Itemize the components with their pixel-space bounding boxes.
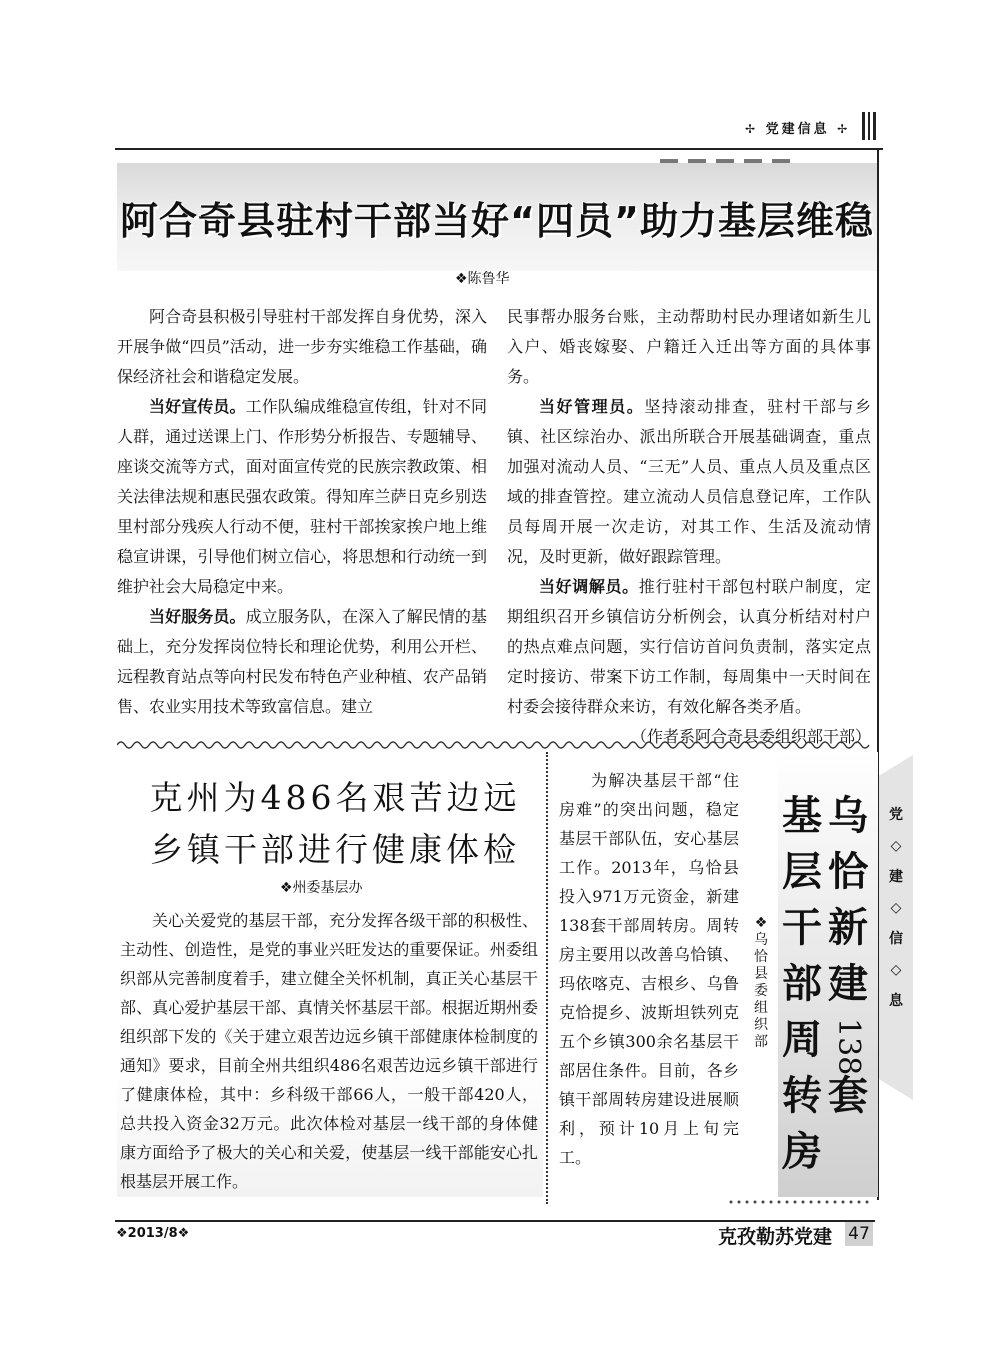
side-tab-label: 党 ◇ 建 ◇ 信 ◇ 息: [889, 807, 903, 1009]
article1-left-column: [117, 302, 487, 722]
page-number: 47: [845, 1222, 873, 1246]
magazine-name: 克孜勒苏党建: [718, 1226, 833, 1248]
paragraph-continuation: 民事帮办服务台账，主动帮助村民办理诸如新生儿入户、婚丧嫁娶、户籍迁入迁出等方面的具体事务。: [507, 307, 871, 386]
diamond-icon: ✢: [837, 122, 851, 136]
section-title: 党建信息: [765, 122, 830, 137]
article2-title-line1: 克州为486名艰苦边远: [149, 778, 521, 817]
paragraph: 当好管理员。坚持滚动排查，驻村干部与乡镇、社区综治办、派出所联合开展基础调查，重点加强对流动人员、“三无”人员、重点人员及重点区域的排查管控。建立流动人员信息登记库，工作队员每周开展一次走访，对其工作、生活及流动情况，及时更新，做好跟踪管理。: [507, 397, 871, 566]
section-tag: [745, 118, 850, 137]
column-divider: [546, 752, 548, 1204]
article1-author: ❖陈鲁华: [455, 271, 510, 287]
diamond-icon: ✢: [745, 122, 759, 136]
article3-title-left-column: 基 层 干 部 周 转 房: [782, 793, 822, 1175]
article1-title: 阿合奇县驻村干部当好“四员”助力基层维稳: [120, 199, 874, 243]
article2-body: [120, 906, 538, 1196]
article3-author: ❖ 乌 恰 县 委 组 织 部: [754, 915, 768, 1050]
paragraph: 为解决基层干部“住房难”的突出问题，稳定基层干部队伍，安心基层工作。2013年，乌恰县投入971万元资金，新建138套干部周转房。周转房主要用以改善乌恰镇、玛依喀克、吉根乡、乌鲁克恰提乡、波斯坦铁列克五个乡镇300余名基层干部居住条件。目前，各乡镇干部周转房建设进展顺利，预计10月上旬完工。: [559, 771, 739, 1167]
wavy-divider: [117, 738, 873, 752]
decorative-bars: [862, 112, 876, 140]
paragraph: 当好调解员。推行驻村干部包村联户制度，定期组织召开乡镇信访分析例会，认真分析结对村户的热点难点问题，实行信访首问负责制，落实定点定时接访、带案下访工作制，每周集中一天时间在村委会接待群众来访，有效化解各类矛盾。 （作者系阿合奇县委组织部干部）: [507, 572, 871, 752]
article3-body: [559, 766, 739, 1172]
article2-title-line2: 乡镇干部进行健康体检: [150, 830, 520, 869]
paragraph: 阿合奇县积极引导驻村干部发挥自身优势，深入开展争做“四员”活动，进一步夯实维稳工作基础，确保经济社会和谐稳定发展。: [117, 307, 487, 386]
decorative-dashes: [660, 150, 810, 158]
paragraph: 当好宣传员。工作队编成维稳宣传组，针对不同人群，通过送课上门、作形势分析报告、专题辅导、座谈交流等方式，面对面宣传党的民族宗教政策、相关法律法规和惠民强农政策。得知库兰萨日克乡别迭里村部分残疾人行动不便，驻村干部挨家挨户地上维稳宣讲课，引导他们树立信心，将思想和行动统一到维护社会大局稳定中来。: [117, 397, 487, 596]
article1-credit: （作者系阿合奇县委组织部干部）: [630, 727, 871, 746]
article2-author: ❖州委基层办: [280, 880, 363, 896]
paragraph: 当好服务员。成立服务队，在深入了解民情的基础上，充分发挥岗位特长和理论优势，利用公开栏、远程教育站点等向村民发布特色产业种植、农产品销售、农业实用技术等致富信息。建立: [117, 607, 487, 716]
issue-date: ❖2013/8❖: [116, 1226, 190, 1241]
paragraph: 关心关爱党的基层干部，充分发挥各级干部的积极性、主动性、创造性，是党的事业兴旺发达的重要保证。州委组织部从完善制度着手，建立健全关怀机制，真正关心基层干部、真心爱护基层干部、真情关怀基层干部。根据近期州委组织部下发的《关于建立艰苦边远乡镇干部健康体检制度的通知》要求，目前全州共组织486名艰苦边远乡镇干部进行了健康体检，其中：乡科级干部66人，一般干部420人，总共投入资金32万元。此次体检对基层一线干部的身体健康方面给予了极大的关心和关爱，使基层一线干部能安心扎根基层开展工作。: [120, 911, 538, 1191]
article3-title-right-column: 乌 恰 新 建 138 套: [828, 793, 868, 1119]
article1-right-column: [507, 302, 871, 752]
decorative-dots: [726, 1197, 876, 1207]
